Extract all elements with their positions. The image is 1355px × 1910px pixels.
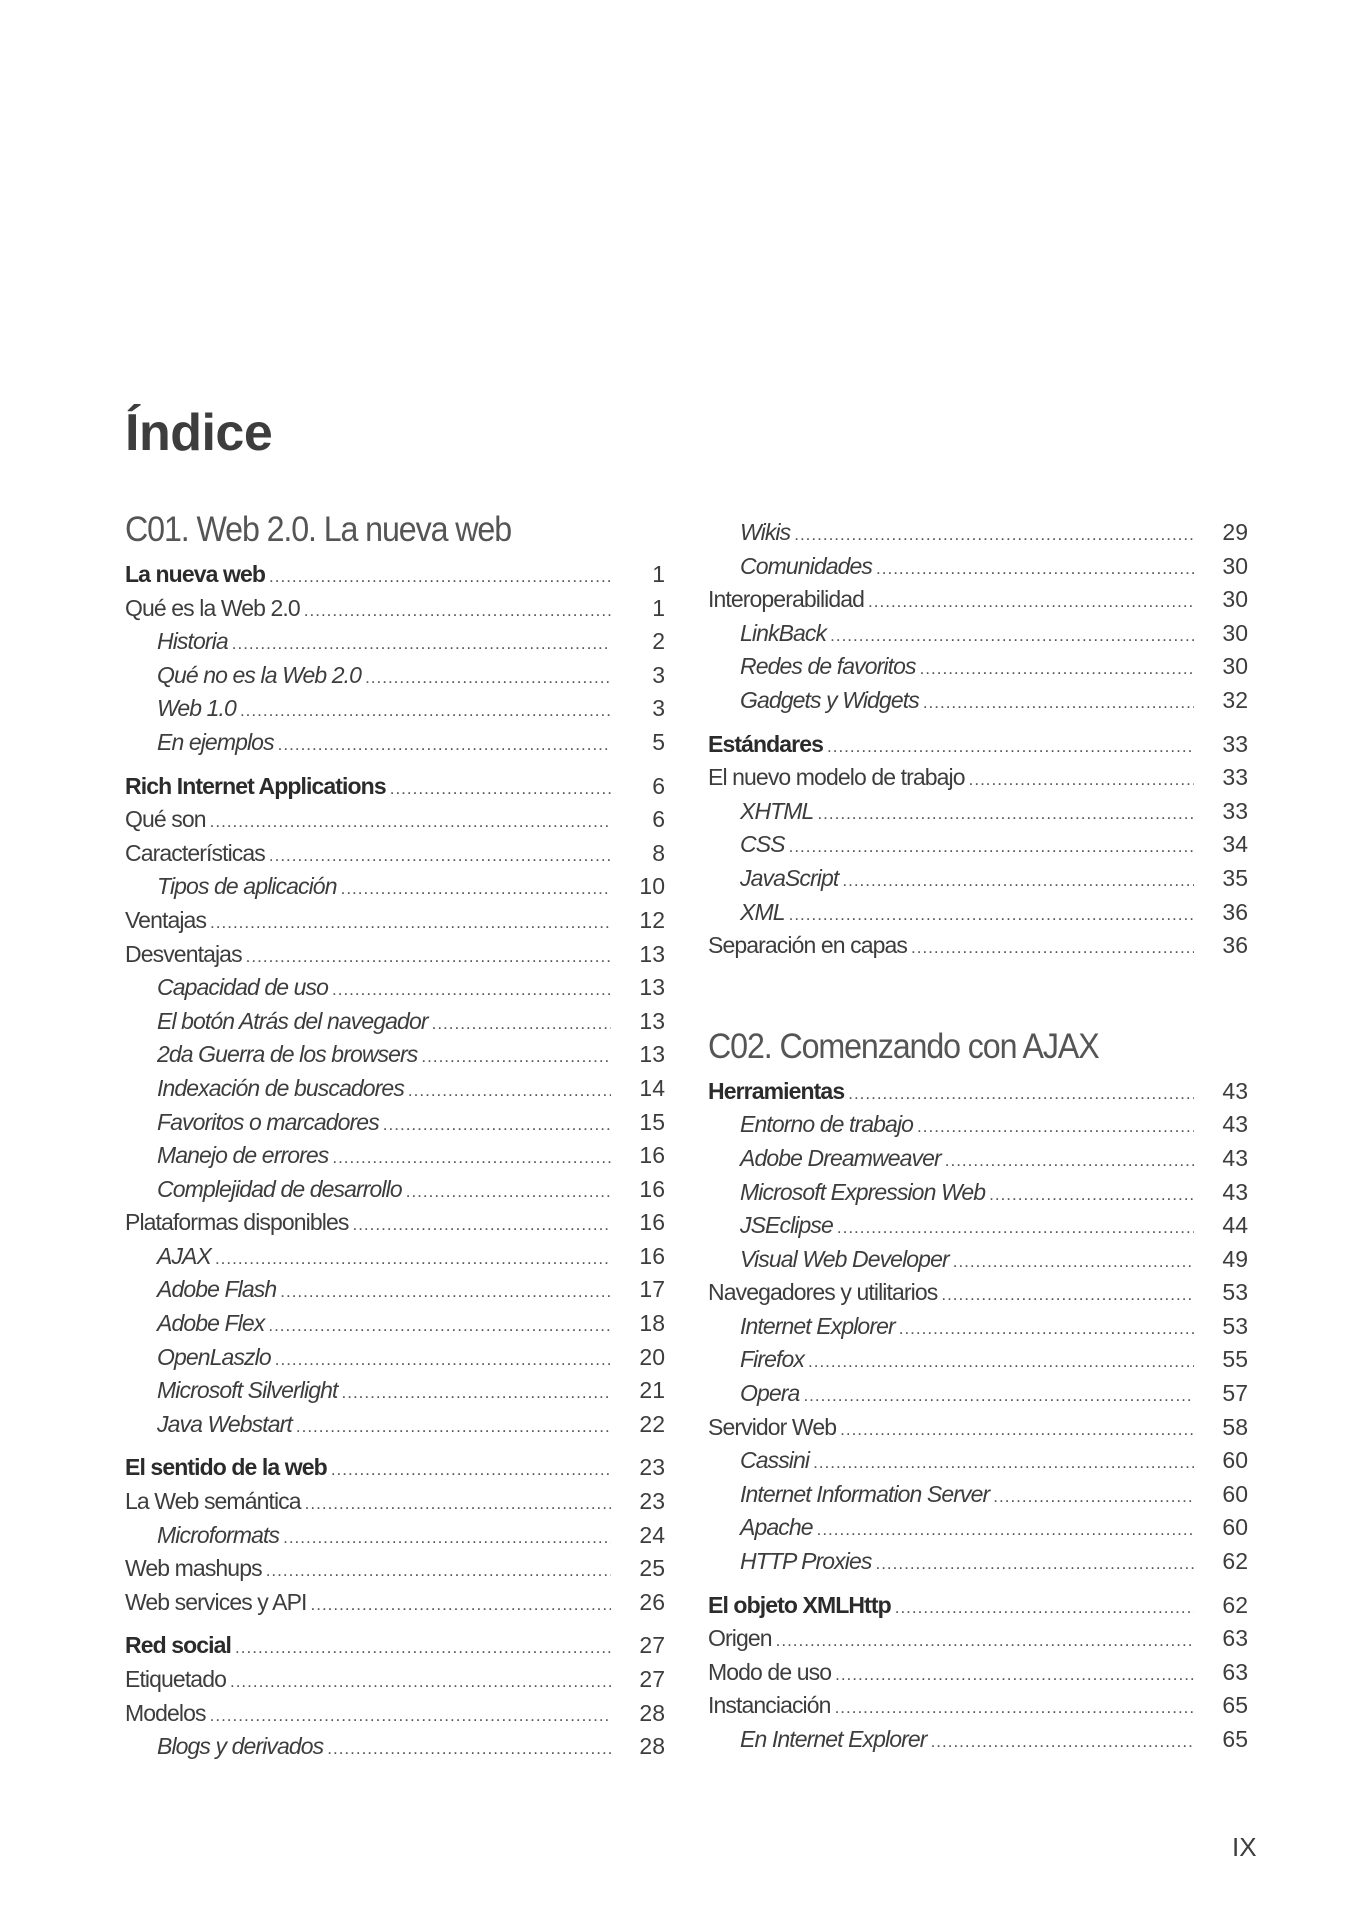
toc-entry-label: HTTP Proxies bbox=[740, 1548, 872, 1575]
dot-leader bbox=[352, 1208, 611, 1242]
toc-entry-label: Entorno de trabajo bbox=[740, 1111, 914, 1138]
toc-entry-label: Estándares bbox=[708, 730, 824, 757]
dot-leader bbox=[390, 772, 611, 806]
toc-entry-label: Indexación de buscadores bbox=[157, 1074, 404, 1101]
toc-entry[interactable] bbox=[125, 1106, 665, 1140]
toc-entry[interactable] bbox=[125, 1240, 665, 1274]
dot-leader bbox=[230, 1665, 611, 1699]
toc-entry[interactable] bbox=[125, 870, 665, 904]
toc-entry-label: Red social bbox=[125, 1632, 232, 1659]
toc-entry-label: Separación en capas bbox=[708, 932, 907, 959]
dot-leader bbox=[332, 973, 611, 1007]
toc-entry-label: AJAX bbox=[157, 1242, 211, 1269]
dot-leader bbox=[210, 805, 611, 839]
toc-entry-label: Adobe Flash bbox=[157, 1276, 277, 1303]
toc-entry-page: 62 bbox=[1222, 1591, 1248, 1618]
dot-leader bbox=[268, 1309, 611, 1343]
toc-entry-label: Microsoft Expression Web bbox=[740, 1178, 986, 1205]
toc-entry-label: Etiquetado bbox=[125, 1666, 226, 1692]
toc-entry-page: 8 bbox=[652, 839, 665, 866]
toc-entry-page: 18 bbox=[639, 1310, 665, 1337]
toc-entry-page: 16 bbox=[639, 1142, 665, 1169]
toc-entry[interactable] bbox=[125, 1451, 665, 1485]
dot-leader bbox=[275, 1343, 611, 1377]
toc-entry-label: Adobe Dreamweaver bbox=[740, 1144, 941, 1171]
dot-leader bbox=[421, 1040, 611, 1074]
toc-entry-label: Apache bbox=[740, 1514, 813, 1541]
toc-entry-label: Instanciación bbox=[708, 1692, 831, 1719]
toc-entry[interactable] bbox=[125, 837, 665, 871]
toc-entry-page: 30 bbox=[1222, 619, 1248, 646]
toc-entry[interactable] bbox=[125, 1173, 665, 1207]
toc-entry-page: 33 bbox=[1222, 797, 1248, 824]
toc-column-left bbox=[125, 510, 665, 1764]
toc-entry[interactable] bbox=[125, 558, 665, 592]
toc-entry-page: 25 bbox=[639, 1555, 665, 1582]
toc-entry-label: Desventajas bbox=[125, 940, 242, 967]
toc-entry-label: OpenLaszlo bbox=[157, 1343, 271, 1370]
toc-entry-label: Complejidad de desarrollo bbox=[157, 1175, 402, 1202]
toc-entry-page: 33 bbox=[1222, 764, 1248, 791]
toc-entry[interactable] bbox=[708, 1075, 1248, 1109]
toc-entry-label: En Internet Explorer bbox=[740, 1726, 927, 1752]
dot-leader bbox=[817, 797, 1194, 831]
dot-leader bbox=[827, 730, 1194, 764]
dot-leader bbox=[837, 1211, 1194, 1245]
toc-entry-label: Cassini bbox=[740, 1447, 810, 1474]
dot-leader bbox=[269, 560, 611, 594]
toc-entry[interactable] bbox=[125, 1519, 665, 1553]
dot-leader bbox=[235, 1631, 611, 1665]
toc-entry-page: 44 bbox=[1222, 1212, 1248, 1239]
toc-entry-page: 17 bbox=[639, 1276, 665, 1303]
dot-leader bbox=[341, 872, 611, 906]
dot-leader bbox=[210, 1699, 611, 1733]
dot-leader bbox=[332, 1141, 611, 1175]
toc-entry-label: Favoritos o marcadores bbox=[157, 1108, 379, 1135]
toc-entry[interactable] bbox=[125, 1005, 665, 1039]
toc-entry-page: 36 bbox=[1222, 932, 1248, 959]
toc-entry[interactable] bbox=[708, 583, 1248, 617]
toc-entry-label: Interoperabilidad bbox=[708, 586, 865, 613]
toc-entry[interactable] bbox=[125, 1072, 665, 1106]
dot-leader bbox=[789, 830, 1194, 864]
dot-leader bbox=[342, 1376, 612, 1410]
toc-entry[interactable] bbox=[125, 659, 665, 693]
toc-entry-page: 22 bbox=[639, 1410, 665, 1437]
toc-entry[interactable] bbox=[125, 770, 665, 804]
toc-entry[interactable] bbox=[708, 1142, 1248, 1176]
toc-entry[interactable] bbox=[125, 1697, 665, 1731]
toc-entry-label: El nuevo modelo de trabajo bbox=[708, 764, 965, 791]
toc-entry-page: 13 bbox=[639, 940, 665, 967]
toc-entry-page: 27 bbox=[639, 1666, 665, 1692]
dot-leader bbox=[327, 1732, 611, 1766]
toc-entry-label: Tipos de aplicación bbox=[157, 873, 337, 900]
toc-entry-label: Herramientas bbox=[708, 1077, 845, 1104]
toc-entry[interactable] bbox=[708, 650, 1248, 684]
toc-entry-label: Qué no es la Web 2.0 bbox=[157, 661, 362, 688]
toc-entry-label: Internet Explorer bbox=[740, 1312, 895, 1339]
toc-entry[interactable] bbox=[125, 1038, 665, 1072]
dot-leader bbox=[817, 1513, 1194, 1547]
toc-entry-label: Qué son bbox=[125, 806, 206, 833]
toc-entry[interactable] bbox=[125, 1206, 665, 1240]
toc-entry[interactable] bbox=[125, 625, 665, 659]
toc-entry-label: Adobe Flex bbox=[157, 1310, 265, 1337]
dot-leader bbox=[240, 694, 611, 728]
toc-entry-label: XML bbox=[740, 898, 785, 925]
toc-entry[interactable] bbox=[125, 1273, 665, 1307]
toc-entry[interactable] bbox=[708, 1343, 1248, 1377]
toc-entry[interactable] bbox=[125, 1485, 665, 1519]
toc-entry[interactable] bbox=[125, 692, 665, 726]
toc-entry[interactable] bbox=[125, 1663, 665, 1697]
toc-column-right bbox=[708, 516, 1248, 1757]
toc-entry[interactable] bbox=[708, 1276, 1248, 1310]
toc-entry-page: 6 bbox=[652, 806, 665, 833]
dot-leader bbox=[830, 619, 1194, 653]
toc-entry-page: 36 bbox=[1222, 898, 1248, 925]
toc-entry-label: Wikis bbox=[740, 519, 791, 545]
toc-entry-page: 28 bbox=[639, 1699, 665, 1726]
chapter-heading-c02: C02. Comenzando con AJAX bbox=[708, 1026, 1099, 1066]
toc-entry[interactable] bbox=[708, 761, 1248, 795]
toc-entry-page: 16 bbox=[639, 1175, 665, 1202]
dot-leader bbox=[280, 1275, 611, 1309]
dot-leader bbox=[383, 1108, 611, 1142]
toc-entry-label: Blogs y derivados bbox=[157, 1733, 324, 1760]
toc-entry-label: Servidor Web bbox=[708, 1413, 837, 1440]
dot-leader bbox=[895, 1591, 1194, 1625]
toc-entry-page: 1 bbox=[652, 594, 665, 621]
toc-entry-page: 10 bbox=[639, 873, 665, 900]
toc-entry-label: Comunidades bbox=[740, 552, 873, 579]
toc-entry-label: Web services y API bbox=[125, 1588, 307, 1615]
dot-leader bbox=[813, 1446, 1194, 1480]
toc-entry-page: 58 bbox=[1222, 1413, 1248, 1440]
dot-leader bbox=[875, 1547, 1194, 1581]
toc-entry[interactable] bbox=[125, 1586, 665, 1620]
toc-entry-page: 3 bbox=[652, 661, 665, 688]
toc-entry-label: El sentido de la web bbox=[125, 1454, 327, 1481]
dot-leader bbox=[776, 1624, 1194, 1658]
toc-entry-page: 60 bbox=[1222, 1480, 1248, 1507]
toc-entry-page: 13 bbox=[639, 1041, 665, 1068]
toc-entry-page: 23 bbox=[639, 1488, 665, 1515]
dot-leader bbox=[408, 1074, 611, 1108]
toc-entry-label: Modo de uso bbox=[708, 1658, 832, 1685]
dot-leader bbox=[941, 1278, 1194, 1312]
dot-leader bbox=[232, 627, 611, 661]
toc-entry[interactable] bbox=[708, 1176, 1248, 1210]
dot-leader bbox=[296, 1410, 611, 1444]
toc-entry-page: 27 bbox=[639, 1632, 665, 1659]
toc-entry[interactable] bbox=[708, 617, 1248, 651]
toc-entry-page: 29 bbox=[1222, 519, 1248, 545]
dot-leader bbox=[266, 1554, 611, 1588]
toc-entry[interactable] bbox=[125, 1408, 665, 1442]
toc-entry[interactable] bbox=[125, 726, 665, 760]
toc-entry[interactable] bbox=[708, 1243, 1248, 1277]
toc-entry[interactable] bbox=[125, 1307, 665, 1341]
chapter-heading-c01: C01. Web 2.0. La nueva web bbox=[125, 510, 511, 549]
toc-entry-page: 13 bbox=[639, 1007, 665, 1034]
toc-entry[interactable] bbox=[708, 550, 1248, 584]
dot-leader bbox=[283, 1521, 611, 1555]
dot-leader bbox=[953, 1245, 1194, 1279]
toc-entry[interactable] bbox=[708, 1656, 1248, 1690]
toc-entry[interactable] bbox=[125, 1730, 665, 1764]
toc-entry-page: 16 bbox=[639, 1242, 665, 1269]
toc-entry-label: Ventajas bbox=[125, 906, 207, 933]
dot-leader bbox=[365, 661, 611, 695]
toc-entry-page: 55 bbox=[1222, 1346, 1248, 1373]
toc-list-c01 bbox=[125, 558, 665, 1764]
toc-entry[interactable] bbox=[708, 1411, 1248, 1445]
toc-entry-page: 3 bbox=[652, 695, 665, 722]
toc-entry-page: 13 bbox=[639, 974, 665, 1001]
dot-leader bbox=[794, 518, 1194, 552]
toc-entry-label: JSEclipse bbox=[740, 1212, 833, 1239]
toc-entry-label: Plataformas disponibles bbox=[125, 1209, 349, 1236]
toc-entry[interactable] bbox=[125, 803, 665, 837]
toc-entry[interactable] bbox=[708, 1444, 1248, 1478]
toc-entry-label: El botón Atrás del navegador bbox=[157, 1007, 428, 1034]
dot-leader bbox=[269, 839, 611, 873]
toc-entry[interactable] bbox=[708, 1622, 1248, 1656]
toc-entry-label: Redes de favoritos bbox=[740, 653, 916, 680]
toc-entry[interactable] bbox=[708, 684, 1248, 718]
toc-entry-label: La nueva web bbox=[125, 561, 266, 587]
toc-entry-page: 28 bbox=[639, 1733, 665, 1760]
dot-leader bbox=[899, 1312, 1194, 1346]
toc-entry-page: 62 bbox=[1222, 1548, 1248, 1575]
toc-entry-page: 23 bbox=[639, 1454, 665, 1481]
toc-entry-page: 12 bbox=[639, 906, 665, 933]
toc-entry-page: 43 bbox=[1222, 1178, 1248, 1205]
toc-entry-page: 15 bbox=[639, 1108, 665, 1135]
toc-entry[interactable] bbox=[708, 1478, 1248, 1512]
toc-entry[interactable] bbox=[125, 592, 665, 626]
toc-entry-page: 49 bbox=[1222, 1245, 1248, 1272]
dot-leader bbox=[923, 686, 1194, 720]
toc-entry[interactable] bbox=[125, 1341, 665, 1375]
toc-entry-page: 6 bbox=[652, 772, 665, 799]
toc-entry[interactable] bbox=[125, 1139, 665, 1173]
toc-entry[interactable] bbox=[125, 904, 665, 938]
toc-entry[interactable] bbox=[708, 1511, 1248, 1545]
toc-entry-label: 2da Guerra de los browsers bbox=[157, 1041, 418, 1068]
toc-entry-label: Historia bbox=[157, 628, 228, 655]
dot-leader bbox=[993, 1480, 1194, 1514]
toc-entry-page: 35 bbox=[1222, 864, 1248, 891]
toc-entry[interactable] bbox=[708, 1108, 1248, 1142]
dot-leader bbox=[868, 585, 1194, 619]
dot-leader bbox=[945, 1144, 1194, 1178]
toc-entry-label: Opera bbox=[740, 1380, 800, 1407]
toc-entry[interactable] bbox=[708, 1589, 1248, 1623]
toc-entry-page: 63 bbox=[1222, 1625, 1248, 1652]
toc-entry[interactable] bbox=[708, 516, 1248, 550]
toc-entry-label: Web 1.0 bbox=[157, 695, 236, 722]
toc-entry-label: Rich Internet Applications bbox=[125, 772, 386, 799]
toc-entry-page: 33 bbox=[1222, 730, 1248, 757]
dot-leader bbox=[835, 1691, 1194, 1725]
toc-entry[interactable] bbox=[708, 896, 1248, 930]
toc-entry[interactable] bbox=[125, 1374, 665, 1408]
toc-entry-page: 14 bbox=[639, 1074, 665, 1101]
toc-entry-label: XHTML bbox=[740, 797, 814, 824]
toc-entry[interactable] bbox=[708, 1377, 1248, 1411]
toc-entry-page: 30 bbox=[1222, 552, 1248, 579]
toc-entry-page: 63 bbox=[1222, 1658, 1248, 1685]
toc-entry-label: Gadgets y Widgets bbox=[740, 686, 919, 713]
dot-leader bbox=[835, 1658, 1194, 1692]
toc-entry-page: 65 bbox=[1222, 1692, 1248, 1719]
dot-leader bbox=[848, 1077, 1194, 1111]
toc-entry-label: Origen bbox=[708, 1625, 772, 1652]
toc-entry[interactable] bbox=[125, 1629, 665, 1663]
toc-entry-label: Web mashups bbox=[125, 1555, 262, 1582]
toc-entry[interactable] bbox=[708, 1209, 1248, 1243]
dot-leader bbox=[920, 652, 1194, 686]
toc-entry-label: Java Webstart bbox=[157, 1410, 292, 1437]
dot-leader bbox=[304, 594, 611, 628]
dot-leader bbox=[917, 1110, 1194, 1144]
toc-entry[interactable] bbox=[708, 929, 1248, 963]
toc-list-c02 bbox=[708, 1075, 1248, 1757]
toc-entry-page: 43 bbox=[1222, 1077, 1248, 1104]
dot-leader bbox=[210, 906, 611, 940]
toc-entry[interactable] bbox=[708, 795, 1248, 829]
toc-entry[interactable] bbox=[125, 938, 665, 972]
toc-entry-label: La Web semántica bbox=[125, 1488, 301, 1515]
toc-entry[interactable] bbox=[125, 1552, 665, 1586]
toc-entry-page: 43 bbox=[1222, 1111, 1248, 1138]
toc-entry-label: El objeto XMLHttp bbox=[708, 1591, 891, 1618]
dot-leader bbox=[876, 552, 1194, 586]
toc-list-c01-continued bbox=[708, 516, 1248, 963]
dot-leader bbox=[808, 1345, 1194, 1379]
toc-entry[interactable] bbox=[125, 971, 665, 1005]
toc-entry-page: 1 bbox=[652, 561, 665, 587]
dot-leader bbox=[969, 763, 1194, 797]
toc-entry[interactable] bbox=[708, 862, 1248, 896]
dot-leader bbox=[842, 864, 1194, 898]
toc-entry-page: 30 bbox=[1222, 653, 1248, 680]
toc-entry-label: Manejo de errores bbox=[157, 1142, 329, 1169]
toc-entry-page: 60 bbox=[1222, 1514, 1248, 1541]
toc-entry-page: 30 bbox=[1222, 586, 1248, 613]
dot-leader bbox=[989, 1178, 1194, 1212]
toc-entry-label: JavaScript bbox=[740, 864, 839, 891]
toc-entry-page: 32 bbox=[1222, 686, 1248, 713]
toc-entry[interactable] bbox=[708, 1545, 1248, 1579]
toc-entry-page: 34 bbox=[1222, 831, 1248, 858]
dot-leader bbox=[278, 728, 611, 762]
toc-entry-label: Microformats bbox=[157, 1521, 280, 1548]
toc-entry[interactable] bbox=[708, 1689, 1248, 1723]
page-number: IX bbox=[1232, 1832, 1257, 1862]
toc-entry-label: Firefox bbox=[740, 1346, 804, 1373]
dot-leader bbox=[840, 1413, 1194, 1447]
toc-entry-page: 53 bbox=[1222, 1312, 1248, 1339]
toc-entry-page: 57 bbox=[1222, 1380, 1248, 1407]
dot-leader bbox=[311, 1588, 611, 1622]
toc-entry-page: 5 bbox=[652, 728, 665, 755]
dot-leader bbox=[789, 898, 1194, 932]
toc-entry-label: Navegadores y utilitarios bbox=[708, 1279, 938, 1306]
dot-leader bbox=[305, 1487, 611, 1521]
toc-entry-label: CSS bbox=[740, 831, 785, 858]
toc-entry-label: Modelos bbox=[125, 1699, 206, 1726]
toc-entry-page: 21 bbox=[639, 1377, 665, 1404]
toc-entry-page: 65 bbox=[1222, 1726, 1248, 1752]
toc-entry-page: 16 bbox=[639, 1209, 665, 1236]
dot-leader bbox=[331, 1453, 611, 1487]
dot-leader bbox=[215, 1242, 611, 1276]
toc-entry-label: Visual Web Developer bbox=[740, 1245, 949, 1272]
toc-entry-label: Microsoft Silverlight bbox=[157, 1377, 338, 1404]
toc-entry-page: 24 bbox=[639, 1521, 665, 1548]
toc-entry[interactable] bbox=[708, 828, 1248, 862]
toc-entry-label: LinkBack bbox=[740, 619, 827, 646]
dot-leader bbox=[911, 931, 1194, 965]
page-title: Índice bbox=[125, 404, 273, 462]
dot-leader bbox=[406, 1175, 611, 1209]
toc-entry-page: 53 bbox=[1222, 1279, 1248, 1306]
toc-entry-label: Capacidad de uso bbox=[157, 974, 329, 1001]
toc-entry-page: 43 bbox=[1222, 1144, 1248, 1171]
toc-entry-label: Qué es la Web 2.0 bbox=[125, 594, 300, 621]
toc-entry-label: Internet Information Server bbox=[740, 1480, 990, 1507]
toc-entry-page: 20 bbox=[639, 1343, 665, 1370]
dot-leader bbox=[432, 1007, 611, 1041]
toc-entry-page: 60 bbox=[1222, 1447, 1248, 1474]
toc-entry-page: 2 bbox=[652, 628, 665, 655]
toc-entry-page: 26 bbox=[639, 1588, 665, 1615]
dot-leader bbox=[803, 1379, 1194, 1413]
toc-entry[interactable] bbox=[708, 1723, 1248, 1757]
dot-leader bbox=[246, 940, 611, 974]
toc-entry[interactable] bbox=[708, 728, 1248, 762]
toc-entry-label: En ejemplos bbox=[157, 728, 274, 755]
toc-entry-label: Características bbox=[125, 839, 265, 866]
toc-entry[interactable] bbox=[708, 1310, 1248, 1344]
dot-leader bbox=[931, 1725, 1194, 1759]
